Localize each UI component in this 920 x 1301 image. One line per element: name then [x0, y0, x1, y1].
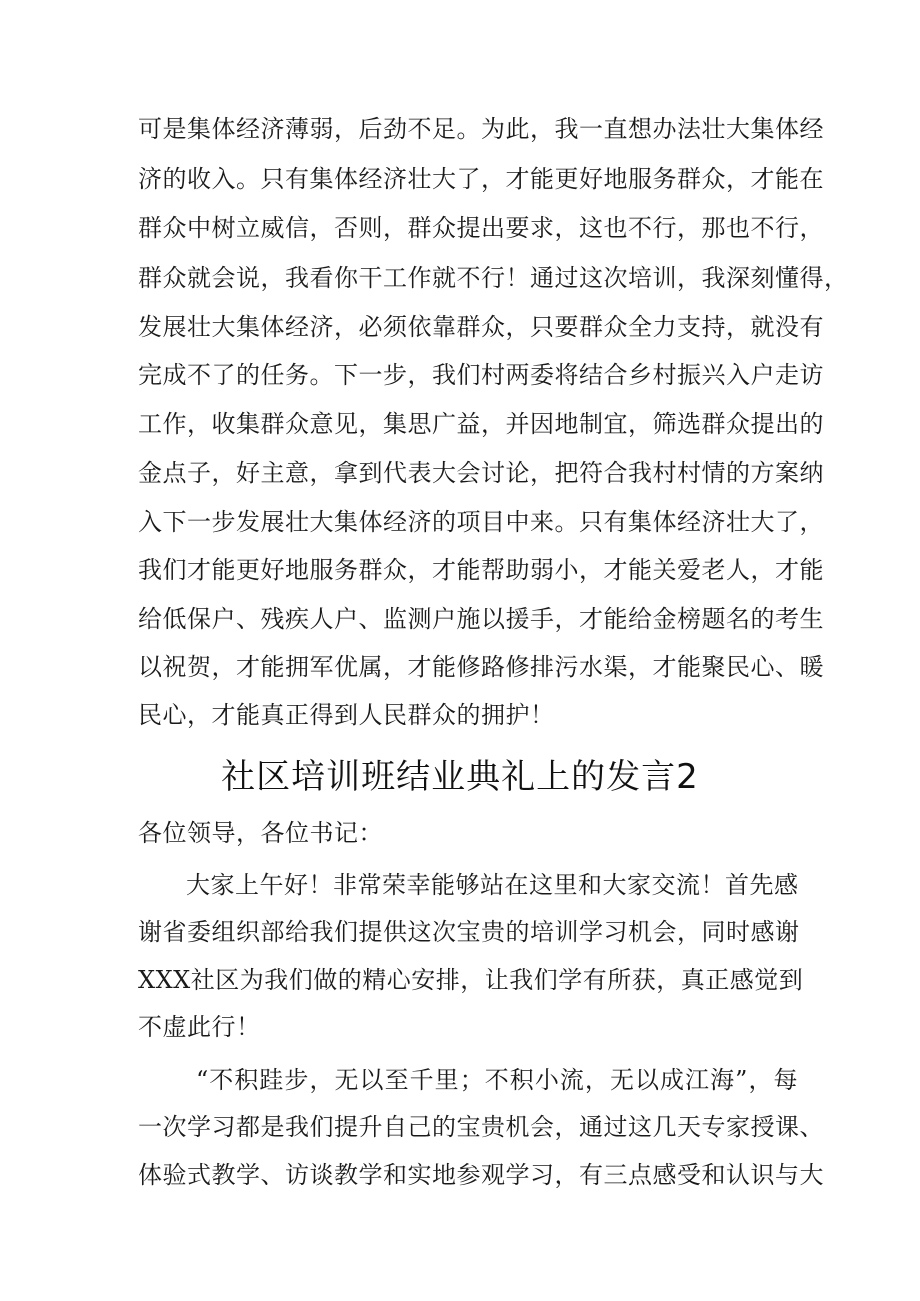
paragraph-1-line: 群众就会说，我看你干工作就不行！通过这次培训，我深刻懂得，: [138, 264, 849, 292]
paragraph-3-line: 一次学习都是我们提升自己的宝贵机会，通过这几天专家授课、: [138, 1113, 824, 1141]
paragraph-3-line: 体验式教学、访谈教学和实地参观学习，有三点感受和认识与大: [138, 1161, 824, 1189]
paragraph-1-line: 入下一步发展壮大集体经济的项目中来。只有集体经济壮大了，: [138, 508, 824, 536]
paragraph-1-line: 工作，收集群众意见，集思广益，并因地制宜，筛选群众提出的: [138, 410, 824, 438]
paragraph-2-line: XXX社区为我们做的精心安排，让我们学有所获，真正感觉到: [138, 966, 804, 994]
paragraph-1-line: 金点子，好主意，拿到代表大会讨论，把符合我村村情的方案纳: [138, 459, 824, 487]
paragraph-2-line: 不虚此行！: [138, 1013, 261, 1041]
paragraph-1-line: 民心，才能真正得到人民群众的拥护！: [138, 701, 555, 729]
paragraph-2-line: 谢省委组织部给我们提供这次宝贵的培训学习机会，同时感谢: [138, 918, 800, 946]
paragraph-1-line: 给低保户、残疾人户、监测户施以援手，才能给金榜题名的考生: [138, 605, 824, 633]
paragraph-1-line: 群众中树立威信，否则，群众提出要求，这也不行，那也不行，: [138, 214, 824, 242]
paragraph-1-line: 可是集体经济薄弱，后劲不足。为此，我一直想办法壮大集体经: [138, 115, 824, 143]
paragraph-2-line: 大家上午好！非常荣幸能够站在这里和大家交流！首先感: [186, 871, 799, 899]
paragraph-1-line: 以祝贺，才能拥军优属，才能修路修排污水渠，才能聚民心、暖: [138, 653, 824, 681]
section-heading: 社区培训班结业典礼上的发言2: [221, 757, 699, 797]
paragraph-1-line: 我们才能更好地服务群众，才能帮助弱小，才能关爱老人，才能: [138, 556, 824, 584]
paragraph-1-line: 完成不了的任务。下一步，我们村两委将结合乡村振兴入户走访: [138, 361, 824, 389]
paragraph-3-line: “不积跬步，无以至千里；不积小流，无以成江海”，每: [196, 1066, 798, 1094]
paragraph-1-line: 发展壮大集体经济，必须依靠群众，只要群众全力支持，就没有: [138, 313, 824, 341]
paragraph-1-line: 济的收入。只有集体经济壮大了，才能更好地服务群众，才能在: [138, 165, 824, 193]
salutation: 各位领导，各位书记：: [138, 819, 383, 847]
